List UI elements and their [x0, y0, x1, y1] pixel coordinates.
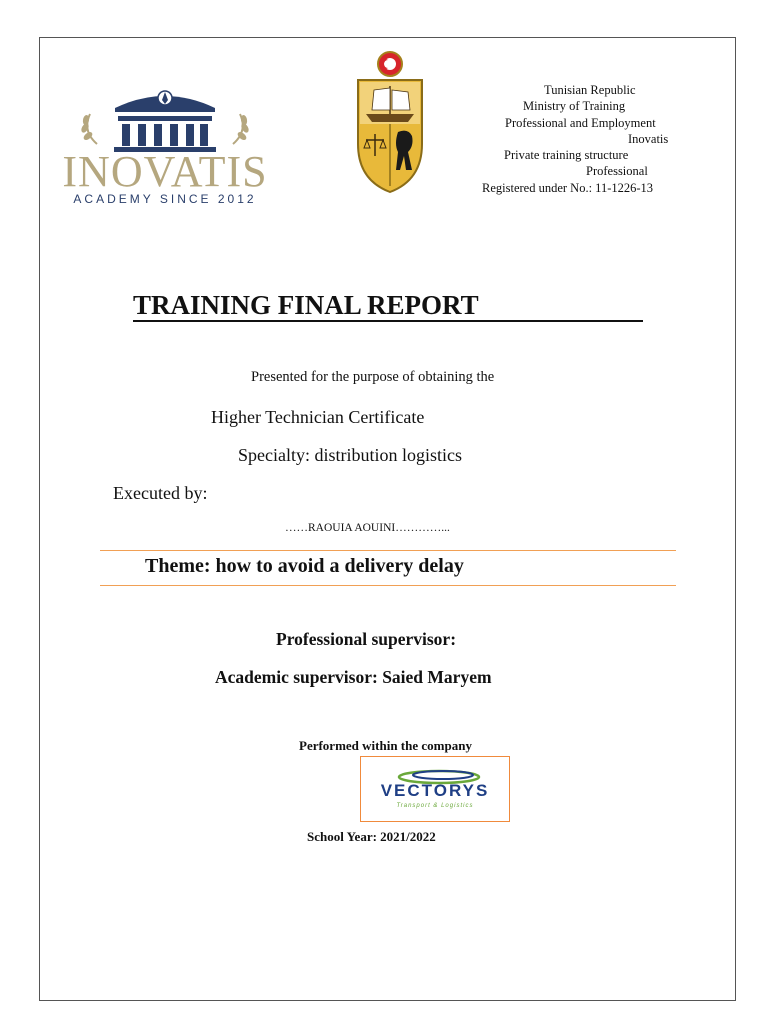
address-line-private: Private training structure	[504, 148, 629, 162]
vectorys-tagline: Transport & Logistics	[396, 803, 474, 809]
tunisia-coat-of-arms-icon	[352, 48, 428, 194]
certificate-text: Higher Technician Certificate	[211, 407, 425, 427]
address-line-professional-2: Professional	[586, 164, 648, 178]
academic-supervisor: Academic supervisor: Saied Maryem	[215, 667, 492, 687]
address-line-republic: Tunisian Republic	[544, 83, 636, 97]
inovatis-logo	[52, 86, 278, 208]
address-line-professional: Professional and Employment	[505, 116, 656, 130]
report-title: TRAINING FINAL REPORT	[133, 290, 479, 320]
school-year: School Year: 2021/2022	[307, 829, 436, 844]
logo-wordmark: INOVATIS	[62, 147, 268, 196]
executed-by-label: Executed by:	[113, 483, 208, 503]
vectorys-logo	[360, 756, 510, 822]
theme-text: Theme: how to avoid a delivery delay	[145, 555, 464, 577]
author-name: ……RAOUIA AOUINI…………...	[285, 522, 450, 534]
purpose-text: Presented for the purpose of obtaining the	[251, 369, 495, 385]
address-line-inovatis: Inovatis	[628, 132, 669, 146]
title-underline	[133, 320, 643, 322]
professional-supervisor: Professional supervisor:	[276, 629, 457, 649]
specialty-text: Specialty: distribution logistics	[238, 445, 462, 465]
logo-tagline: ACADEMY SINCE 2012	[73, 192, 257, 206]
address-line-registration: Registered under No.: 11-1226-13	[482, 181, 654, 195]
company-label: Performed within the company	[299, 738, 472, 753]
address-line-ministry: Ministry of Training	[523, 99, 626, 113]
vectorys-wordmark: VECTORYS	[380, 781, 490, 800]
